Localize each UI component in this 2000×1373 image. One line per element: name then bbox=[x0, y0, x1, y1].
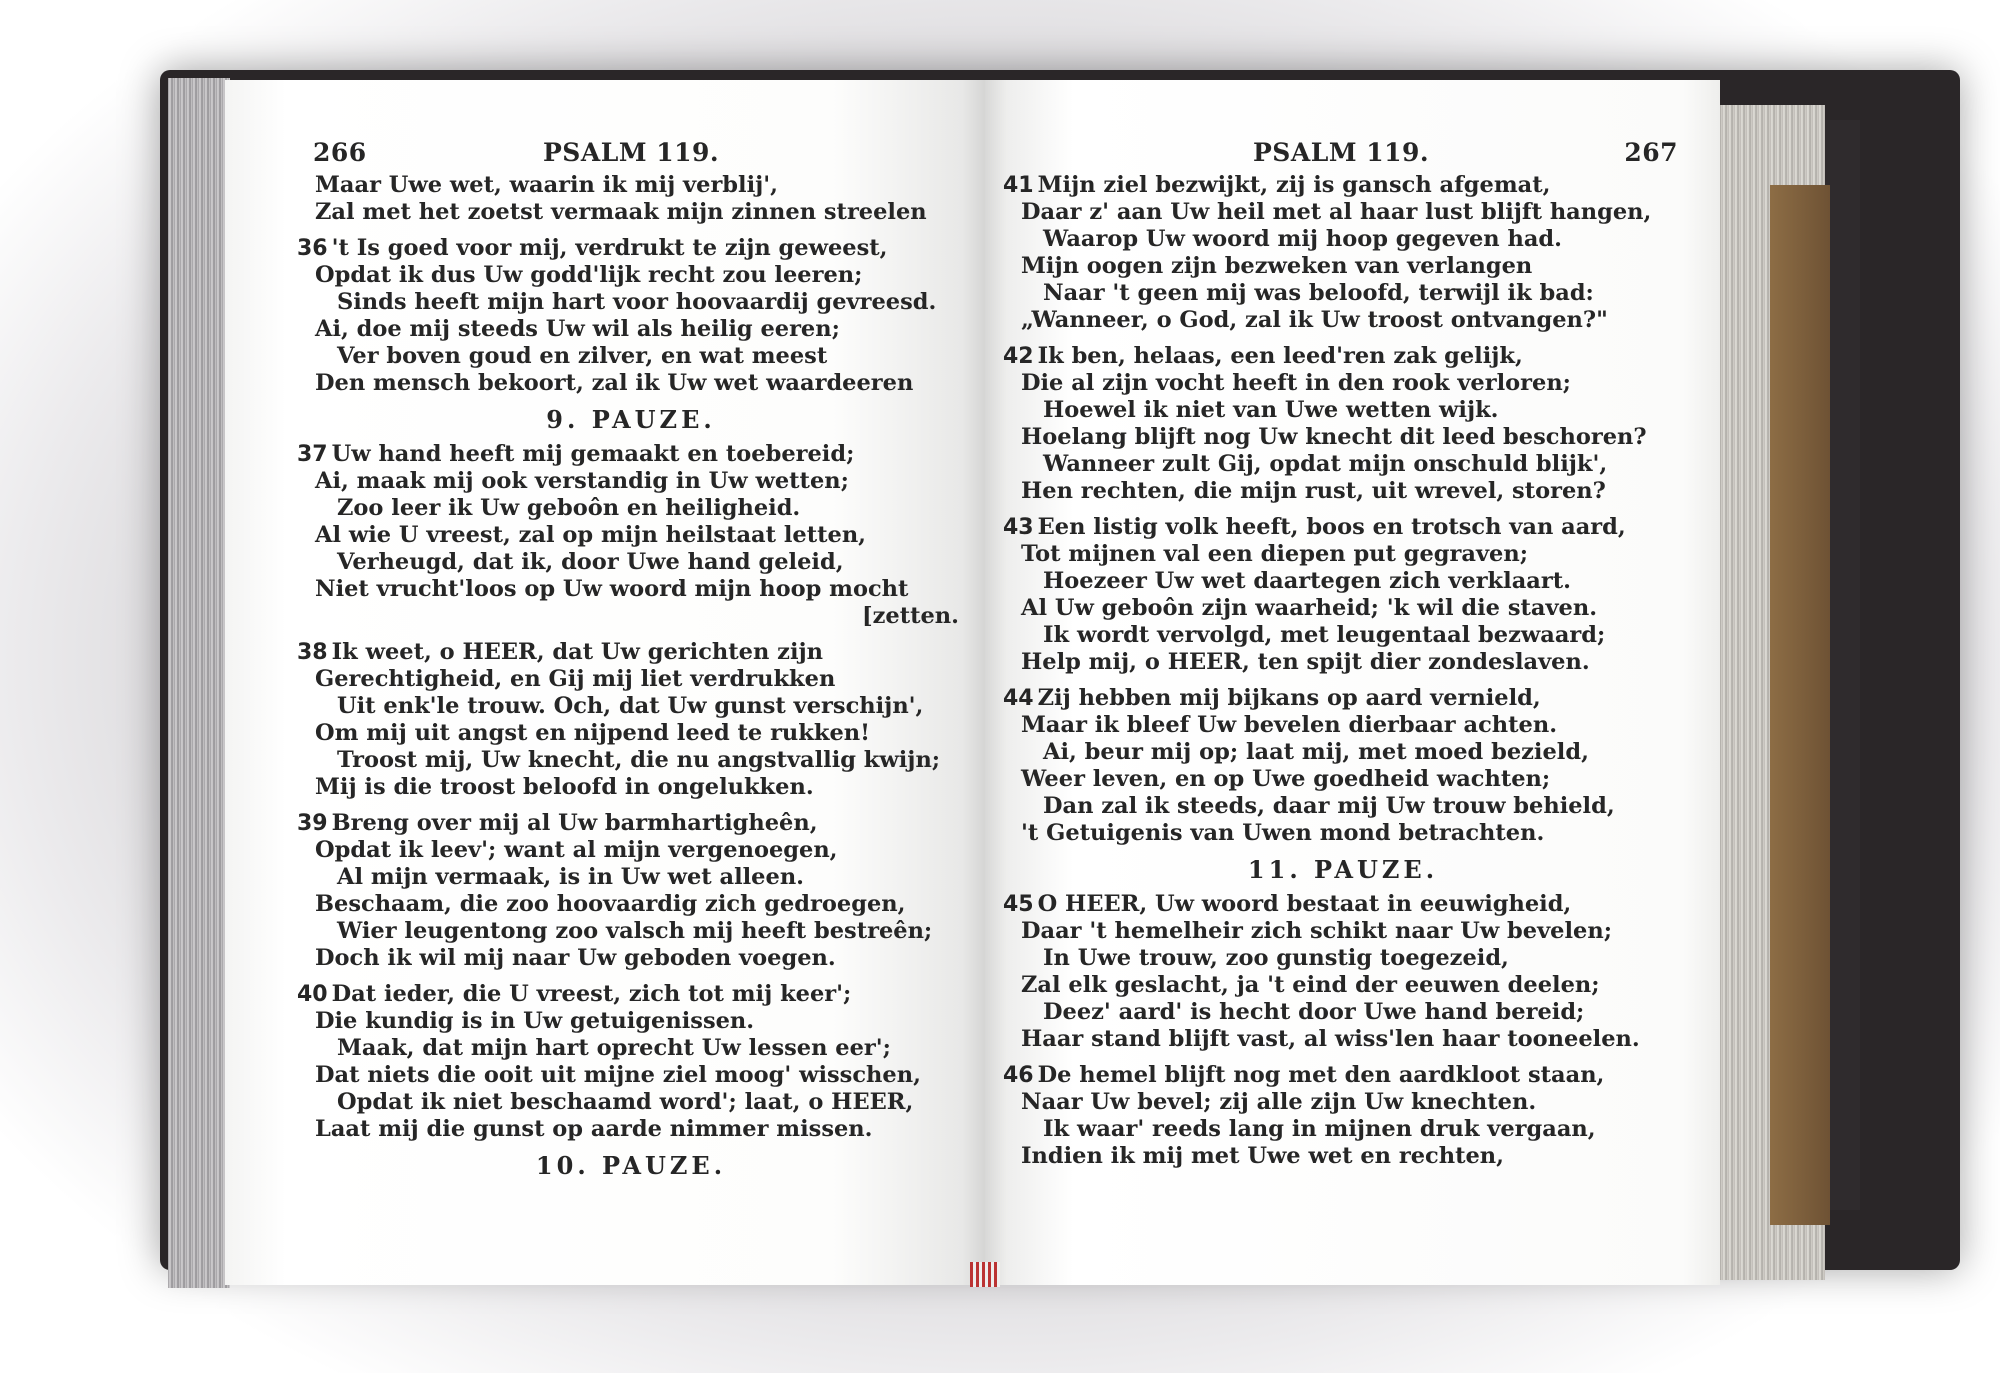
verse-line bbox=[1003, 739, 1683, 766]
verse-line bbox=[297, 810, 965, 837]
verse-line-text: In Uwe trouw, zoo gunstig toegezeid, bbox=[1043, 945, 1509, 971]
verse-number: 37 bbox=[297, 442, 328, 467]
verse-line bbox=[297, 639, 965, 666]
verse-line-text: Breng over mij al Uw barmhartigheên, bbox=[331, 810, 818, 836]
left-page-header bbox=[225, 138, 985, 174]
verse-line-text: Al Uw geboôn zijn waarheid; 'k wil die staven. bbox=[1021, 595, 1598, 621]
verse-line bbox=[1003, 1026, 1683, 1053]
verse-line-text: Daar z' aan Uw heil met al haar lust blijft hangen, bbox=[1021, 199, 1652, 225]
verse-line bbox=[297, 1116, 965, 1143]
verse-number: 36 bbox=[297, 236, 328, 261]
right-page-header bbox=[985, 138, 1720, 174]
verse-number: 39 bbox=[297, 811, 328, 836]
verse-line bbox=[1003, 793, 1683, 820]
verse-line bbox=[1003, 541, 1683, 568]
verse-line bbox=[1003, 397, 1683, 424]
verse-line bbox=[297, 468, 965, 495]
verse-line-text: Dat ieder, die U vreest, zich tot mij keer'; bbox=[331, 981, 852, 1007]
verse-line-text: Maar Uwe wet, waarin ik mij verblij', bbox=[315, 172, 778, 198]
verse-line bbox=[1003, 1143, 1683, 1170]
page-number: 267 bbox=[1624, 138, 1678, 167]
verse-line-text: Opdat ik leev'; want al mijn vergenoegen, bbox=[315, 837, 838, 863]
verse-number: 41 bbox=[1003, 173, 1034, 198]
verse-line-text: Gerechtigheid, en Gij mij liet verdrukken bbox=[315, 666, 836, 692]
verse-line-text: Ik weet, o HEER, dat Uw gerichten zijn bbox=[331, 639, 823, 665]
verse-line-text: Deez' aard' is hecht door Uwe hand bereid; bbox=[1043, 999, 1585, 1025]
verse-line-text: Ik wordt vervolgd, met leugentaal bezwaard; bbox=[1043, 622, 1606, 648]
verse-line-text: Maak, dat mijn hart oprecht Uw lessen eer'; bbox=[337, 1035, 891, 1061]
left-page-text bbox=[297, 172, 965, 1187]
verse-line-text: Indien ik mij met Uwe wet en rechten, bbox=[1021, 1143, 1505, 1169]
running-head: PSALM 119. bbox=[1253, 138, 1430, 167]
verse-line bbox=[297, 1062, 965, 1089]
verse-line bbox=[297, 495, 965, 522]
verse-line-text: Waarop Uw woord mij hoop gegeven had. bbox=[1043, 226, 1562, 252]
verse-line-text: Zij hebben mij bijkans op aard vernield, bbox=[1037, 685, 1541, 711]
verse-line-text: Mij is die troost beloofd in ongelukken. bbox=[315, 774, 814, 800]
verse-line bbox=[297, 720, 965, 747]
verse-line bbox=[1003, 595, 1683, 622]
verse-line-text: Opdat ik dus Uw godd'lijk recht zou leeren; bbox=[315, 262, 863, 288]
verse-line bbox=[1003, 343, 1683, 370]
verse-line-text: Maar ik bleef Uw bevelen dierbaar achten. bbox=[1021, 712, 1558, 738]
verse-line bbox=[1003, 685, 1683, 712]
verse-line-text: Om mij uit angst en nijpend leed te rukken! bbox=[315, 720, 871, 746]
verse-line bbox=[297, 747, 965, 774]
verse-line-text: Mijn ziel bezwijkt, zij is gansch afgemat, bbox=[1037, 172, 1551, 198]
verse-line bbox=[297, 891, 965, 918]
verse-line bbox=[297, 693, 965, 720]
verse-line-text: Ai, maak mij ook verstandig in Uw wetten; bbox=[315, 468, 849, 494]
verse-stanza bbox=[297, 235, 965, 397]
right-page-text bbox=[1003, 172, 1683, 1179]
verse-line-text: Naar 't geen mij was beloofd, terwijl ik bad: bbox=[1043, 280, 1594, 306]
verse-line bbox=[1003, 424, 1683, 451]
pauze-heading: 11. PAUZE. bbox=[1247, 855, 1439, 884]
verse-line bbox=[297, 199, 965, 226]
verse-line bbox=[1003, 972, 1683, 999]
verse-line bbox=[1003, 891, 1683, 918]
verse-line bbox=[1003, 999, 1683, 1026]
verse-line-text: Uit enk'le trouw. Och, dat Uw gunst verschijn', bbox=[337, 693, 924, 719]
verse-stanza bbox=[297, 810, 965, 972]
verse-number: 40 bbox=[297, 982, 328, 1007]
verse-line bbox=[297, 981, 965, 1008]
verse-line-text: De hemel blijft nog met den aardkloot staan, bbox=[1037, 1062, 1605, 1088]
verse-line-text: Troost mij, Uw knecht, die nu angstvallig kwijn; bbox=[337, 747, 941, 773]
verse-line bbox=[1003, 478, 1683, 505]
verse-line bbox=[297, 549, 965, 576]
verse-line-text: Wier leugentong zoo valsch mij heeft bestreên; bbox=[337, 918, 933, 944]
verse-line bbox=[1003, 172, 1683, 199]
verse-number: 46 bbox=[1003, 1063, 1034, 1088]
verse-line bbox=[1003, 649, 1683, 676]
verse-line-text: Dan zal ik steeds, daar mij Uw trouw behield, bbox=[1043, 793, 1615, 819]
pauze-heading: 9. PAUZE. bbox=[546, 405, 716, 434]
verse-line bbox=[297, 343, 965, 370]
verse-line-text: Daar 't hemelheir zich schikt naar Uw bevelen; bbox=[1021, 918, 1613, 944]
verse-line-text: Dat niets die ooit uit mijne ziel moog' wisschen, bbox=[315, 1062, 921, 1088]
verse-line bbox=[297, 576, 965, 603]
running-head: PSALM 119. bbox=[543, 138, 720, 167]
verse-line-text: Den mensch bekoort, zal ik Uw wet waardeeren bbox=[315, 370, 914, 396]
verse-line-text: Sinds heeft mijn hart voor hoovaardij gevreesd. bbox=[337, 289, 937, 315]
verse-line-text: Al wie U vreest, zal op mijn heilstaat letten, bbox=[315, 522, 867, 548]
verse-stanza bbox=[1003, 685, 1683, 847]
verse-line bbox=[297, 316, 965, 343]
verse-line-text: Zal met het zoetst vermaak mijn zinnen streelen bbox=[315, 199, 927, 225]
page-number: 266 bbox=[313, 138, 367, 167]
verse-line-text: O HEER, Uw woord bestaat in eeuwigheid, bbox=[1037, 891, 1572, 917]
verse-line bbox=[297, 289, 965, 316]
verse-line bbox=[1003, 820, 1683, 847]
verse-stanza bbox=[1003, 1062, 1683, 1170]
verse-line-text: Al mijn vermaak, is in Uw wet alleen. bbox=[337, 864, 805, 890]
verse-line-text: Niet vrucht'loos op Uw woord mijn hoop mocht bbox=[315, 576, 909, 602]
verse-line-text: Help mij, o HEER, ten spijt dier zondeslaven. bbox=[1021, 649, 1590, 675]
verse-line-text: Tot mijnen val een diepen put gegraven; bbox=[1021, 541, 1529, 567]
verse-line bbox=[1003, 514, 1683, 541]
left-page-stack bbox=[168, 78, 230, 1288]
verse-line-text: Wanneer zult Gij, opdat mijn onschuld blijk', bbox=[1043, 451, 1608, 477]
verse-stanza bbox=[1003, 172, 1683, 334]
verse-line-text: Beschaam, die zoo hoovaardig zich gedroegen, bbox=[315, 891, 906, 917]
verse-line bbox=[297, 522, 965, 549]
verse-line bbox=[1003, 307, 1683, 334]
verse-line-text: Laat mij die gunst op aarde nimmer missen. bbox=[315, 1116, 873, 1142]
verse-line bbox=[297, 666, 965, 693]
verse-stanza bbox=[297, 441, 965, 630]
verse-number: 42 bbox=[1003, 344, 1034, 369]
verse-line bbox=[297, 1008, 965, 1035]
verse-stanza bbox=[1003, 514, 1683, 676]
verse-line bbox=[297, 1035, 965, 1062]
verse-line bbox=[297, 235, 965, 262]
right-page-edge-gilt bbox=[1770, 185, 1830, 1225]
verse-line bbox=[1003, 199, 1683, 226]
verse-stanza bbox=[1003, 891, 1683, 1053]
verse-line bbox=[297, 1089, 965, 1116]
verse-line-text: Ai, beur mij op; laat mij, met moed bezield, bbox=[1043, 739, 1589, 765]
verse-line bbox=[297, 837, 965, 864]
verse-stanza bbox=[1003, 343, 1683, 505]
verse-line-text: Ver boven goud en zilver, en wat meest bbox=[337, 343, 828, 369]
verse-line-text: Weer leven, en op Uwe goedheid wachten; bbox=[1021, 766, 1551, 792]
verse-number: 45 bbox=[1003, 892, 1034, 917]
verse-line-text: Verheugd, dat ik, door Uwe hand geleid, bbox=[337, 549, 844, 575]
verse-line bbox=[297, 918, 965, 945]
verse-line-text: Die kundig is in Uw getuigenissen. bbox=[315, 1008, 755, 1034]
pauze-heading: 10. PAUZE. bbox=[535, 1151, 727, 1180]
verse-line bbox=[297, 774, 965, 801]
verse-line bbox=[1003, 253, 1683, 280]
verse-line bbox=[297, 945, 965, 972]
verse-line bbox=[297, 864, 965, 891]
verse-line-text: Uw hand heeft mij gemaakt en toebereid; bbox=[331, 441, 855, 467]
verse-line bbox=[1003, 622, 1683, 649]
verse-line-text: 't Getuigenis van Uwen mond betrachten. bbox=[1021, 820, 1545, 846]
verse-line-text: Ik waar' reeds lang in mijnen druk vergaan, bbox=[1043, 1116, 1596, 1142]
verse-line-text: Zoo leer ik Uw geboôn en heiligheid. bbox=[337, 495, 801, 521]
verse-line bbox=[1003, 1116, 1683, 1143]
verse-line bbox=[1003, 945, 1683, 972]
verse-line bbox=[297, 172, 965, 199]
verse-line-text: Ai, doe mij steeds Uw wil als heilig eeren; bbox=[315, 316, 840, 342]
left-page bbox=[225, 80, 985, 1285]
verse-line bbox=[1003, 226, 1683, 253]
verse-line bbox=[1003, 918, 1683, 945]
verse-line bbox=[1003, 712, 1683, 739]
verse-line-text: „Wanneer, o God, zal ik Uw troost ontvangen?" bbox=[1021, 307, 1608, 333]
verse-number: 43 bbox=[1003, 515, 1034, 540]
verse-line bbox=[297, 262, 965, 289]
verse-stanza bbox=[297, 981, 965, 1143]
verse-line bbox=[297, 603, 965, 630]
verse-line-text: Haar stand blijft vast, al wiss'len haar tooneelen. bbox=[1021, 1026, 1640, 1052]
verse-line bbox=[1003, 1062, 1683, 1089]
verse-line bbox=[297, 370, 965, 397]
verse-line-text: Ik ben, helaas, een leed'ren zak gelijk, bbox=[1037, 343, 1523, 369]
verse-line bbox=[1003, 568, 1683, 595]
verse-line-text: Hoewel ik niet van Uwe wetten wijk. bbox=[1043, 397, 1499, 423]
verse-line-text: Opdat ik niet beschaamd word'; laat, o HEER, bbox=[337, 1089, 914, 1115]
verse-number: 44 bbox=[1003, 686, 1034, 711]
verse-line-text: Een listig volk heeft, boos en trotsch van aard, bbox=[1037, 514, 1626, 540]
verse-line bbox=[1003, 766, 1683, 793]
verse-line-text: [zetten. bbox=[861, 603, 959, 629]
verse-line-text: Zal elk geslacht, ja 't eind der eeuwen deelen; bbox=[1021, 972, 1600, 998]
verse-line bbox=[1003, 370, 1683, 397]
verse-line-text: Die al zijn vocht heeft in den rook verloren; bbox=[1021, 370, 1571, 396]
verse-stanza bbox=[297, 639, 965, 801]
verse-line-text: Doch ik wil mij naar Uw geboden voegen. bbox=[315, 945, 836, 971]
verse-line-text: Mijn oogen zijn bezweken van verlangen bbox=[1021, 253, 1533, 279]
right-page bbox=[985, 80, 1720, 1285]
verse-line bbox=[1003, 451, 1683, 478]
verse-line-text: Hoezeer Uw wet daartegen zich verklaart. bbox=[1043, 568, 1571, 594]
verse-line bbox=[297, 441, 965, 468]
verse-line-text: Hen rechten, die mijn rust, uit wrevel, storen? bbox=[1021, 478, 1606, 504]
verse-line bbox=[1003, 1089, 1683, 1116]
verse-line-text: 't Is goed voor mij, verdrukt te zijn geweest, bbox=[331, 235, 888, 261]
bookmark-ribbon bbox=[970, 1262, 1000, 1287]
verse-line-text: Hoelang blijft nog Uw knecht dit leed beschoren? bbox=[1021, 424, 1647, 450]
verse-number: 38 bbox=[297, 640, 328, 665]
verse-stanza bbox=[297, 172, 965, 226]
verse-line-text: Naar Uw bevel; zij alle zijn Uw knechten. bbox=[1021, 1089, 1537, 1115]
verse-line bbox=[1003, 280, 1683, 307]
